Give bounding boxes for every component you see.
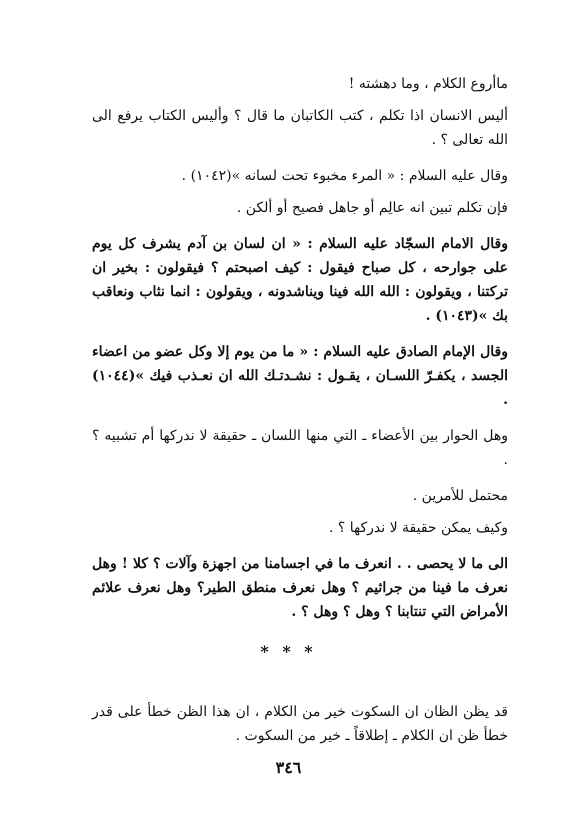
page-number: ٣٤٦ [275, 758, 302, 777]
paragraph-10: الى ما لا يحصى . . انعرف ما في اجسامنا من اجهزة وآلات ؟ كلا ! وهل نعرف ما فينا من جراثيم ؟ وهل نعرف منطق الطير؟ وهل نعرف علائم الأمراض التي تنتابنا ؟ وهل ؟ وهل ؟ . [92, 556, 508, 620]
paragraph-3: وقال عليه السلام : « المرء مخبوء تحت لسانه »(١٠٤٢) . [181, 168, 508, 184]
paragraph-5: وقال الامام السجّاد عليه السلام : « ان لسان بن آدم يشرف كل يوم على جوارحه ، كل صباح فيقول : كيف اصبحتم ؟ فيقولون : بخير ان تركتنا ، ويقولون : الله الله فينا ويناشدونه ، ويقولون : انما نثاب ونعاقب بك »(١٠٤٣) . [92, 236, 508, 324]
paragraph-9: وكيف يمكن حقيقة لا ندركها ؟ . [328, 520, 508, 536]
paragraph-1: ماأروع الكلام ، وما دهشته ! [348, 76, 508, 92]
paragraph-6: وقال الإمام الصادق عليه السلام : « ما من يوم إلا وكل عضو من اعضاء الجسد ، يكفـرّ اللسـان ، يقـول : نشـدتـك الله ان نعـذب فيك »(١٠٤٤) . [92, 344, 508, 408]
section-separator: * * * [260, 642, 317, 661]
final-paragraph: قد يظن الظان ان السكوت خير من الكلام ، ان هذا الظن خطأ على قدر خطأ ظن ان الكلام ـ إطلاقاً ـ خير من السكوت . [92, 704, 508, 744]
paragraph-2: أليس الانسان اذا تكلم ، كتب الكاتبان ما قال ؟ وأليس الكتاب يرفع الى الله تعالى ؟ . [92, 108, 508, 148]
main-text [92, 72, 508, 636]
paragraph-4: فإن تكلم تبين انه عالِم أو جاهل فصيح أو ألكن . [236, 200, 508, 216]
paragraph-8: محتمل للأمرين . [412, 488, 508, 504]
paragraph-7: وهل الحوار بين الأعضاء ـ التي منها اللسان ـ حقيقة لا ندركها أم تشبيه ؟ . [92, 428, 508, 468]
